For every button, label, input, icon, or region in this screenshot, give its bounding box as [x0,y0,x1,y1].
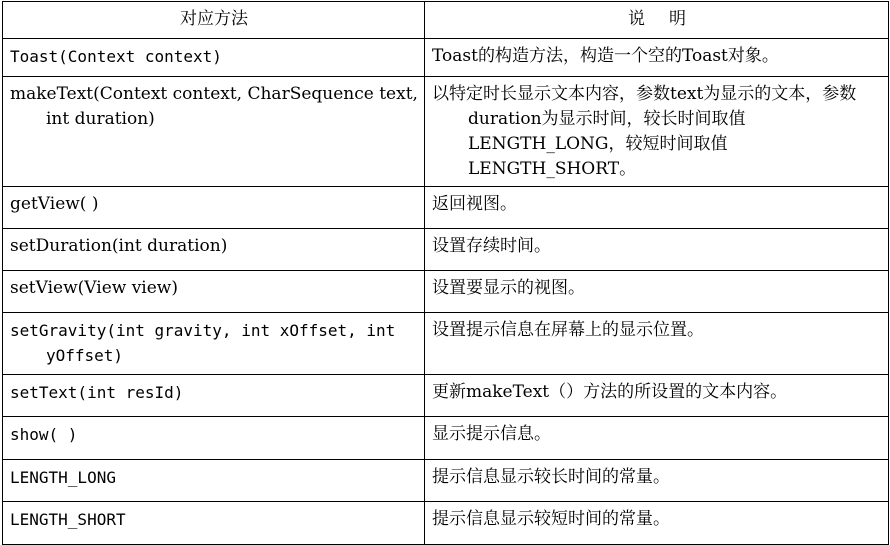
table-row [3,39,889,77]
table-row [3,502,889,545]
method-cell: setGravity(int gravity, int xOffset, int yOffset) [3,313,425,375]
table-row [3,271,889,313]
description-cell: 设置要显示的视图。 [425,271,889,313]
method-cell: LENGTH_SHORT [3,502,425,545]
method-cell: setDuration(int duration) [3,229,425,271]
description-cell: 更新makeText（）方法的所设置的文本内容。 [425,375,889,417]
method-cell: setView(View view) [3,271,425,313]
description-cell: 提示信息显示较短时间的常量。 [425,502,889,545]
methods-table [2,1,889,545]
method-cell: LENGTH_LONG [3,460,425,502]
table-row [3,187,889,229]
description-cell: Toast的构造方法，构造一个空的Toast对象。 [425,39,889,77]
description-cell: 提示信息显示较长时间的常量。 [425,460,889,502]
description-cell: 设置存续时间。 [425,229,889,271]
table-row [3,460,889,502]
description-cell: 以特定时长显示文本内容，参数text为显示的文本，参数duration为显示时间，较长时间取值LENGTH_LONG，较短时间取值LENGTH_SHORT。 [425,77,889,187]
method-cell: setText(int resId) [3,375,425,417]
method-cell: makeText(Context context, CharSequence text, int duration) [3,77,425,187]
description-cell: 设置提示信息在屏幕上的显示位置。 [425,313,889,375]
header-method: 对应方法 [3,2,425,39]
table-row [3,375,889,417]
table-row [3,417,889,460]
table-row [3,313,889,375]
header-description: 说明 [425,2,889,39]
method-cell: Toast(Context context) [3,39,425,77]
method-cell: getView( ) [3,187,425,229]
table-row [3,77,889,187]
table-row [3,229,889,271]
description-cell: 显示提示信息。 [425,417,889,460]
table-header-row [3,2,889,39]
method-cell: show( ) [3,417,425,460]
description-cell: 返回视图。 [425,187,889,229]
